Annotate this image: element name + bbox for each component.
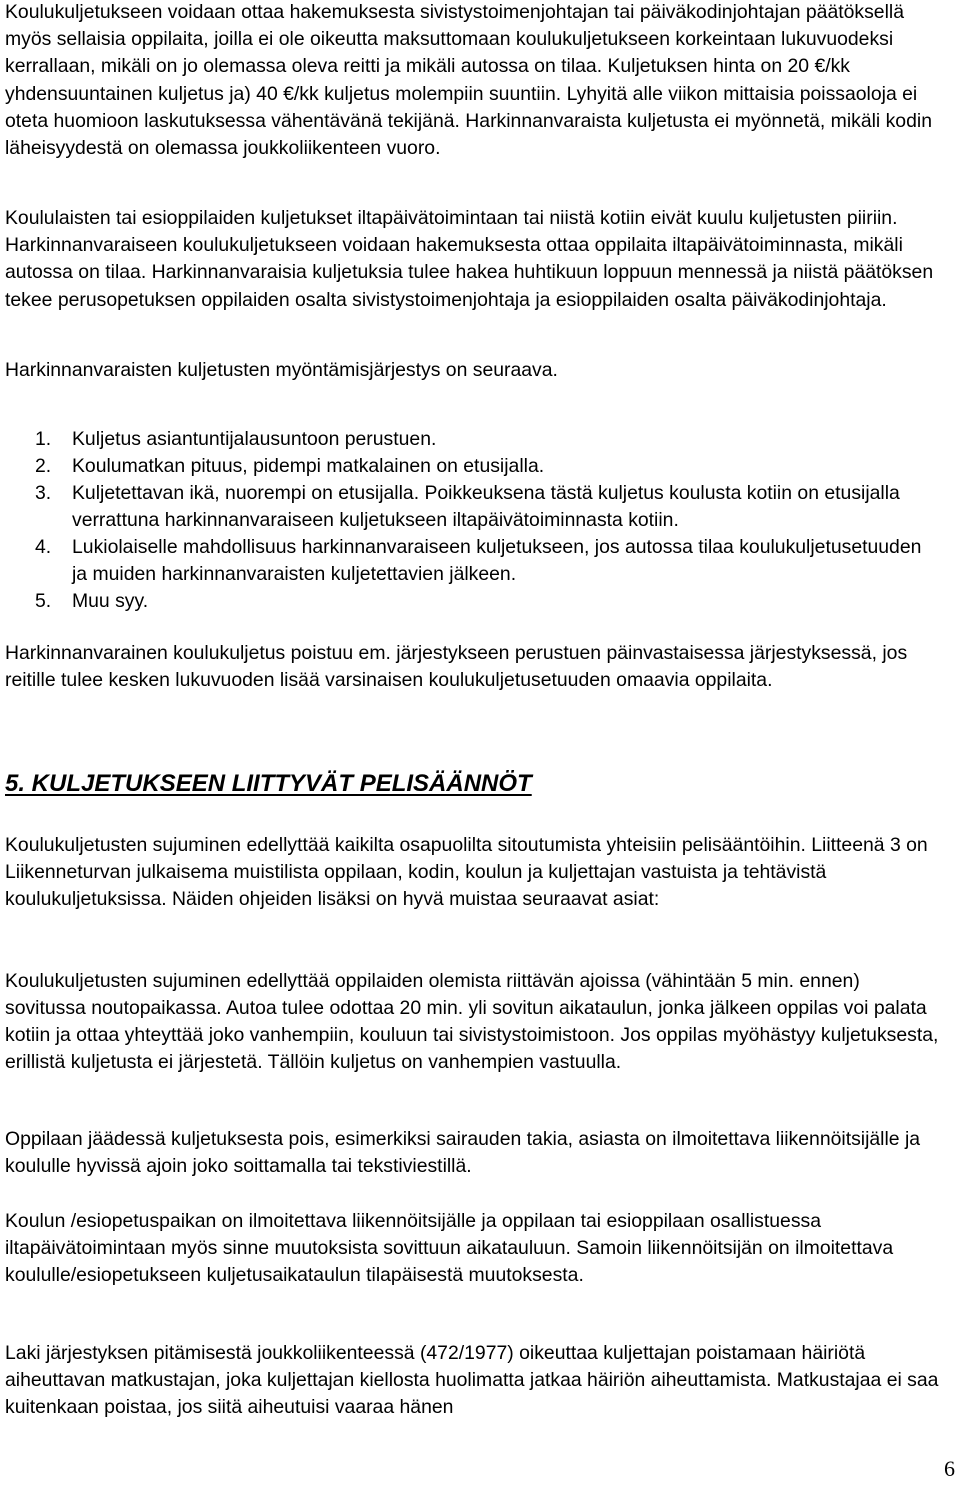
list-item [5, 588, 940, 615]
paragraph-absence-notice: Oppilaan jäädessä kuljetuksesta pois, esimerkiksi sairauden takia, asiasta on ilmoitettava liikennöitsijälle ja koululle hyvissä ajoin joko soittamalla tai tekstiviestillä. [5, 1128, 921, 1177]
list-item [5, 453, 940, 480]
list-item [5, 534, 940, 588]
list-item-number: 2. [35, 455, 52, 477]
section-heading: 5. KULJETUKSEEN LIITTYVÄT PELISÄÄNNÖT [5, 770, 532, 797]
paragraph-public-order-law: Laki järjestyksen pitämisestä joukkoliikenteessä (472/1977) oikeuttaa kuljettajan poistamaan häiriötä aiheuttavan matkustajan, joka kuljettajan kiellosta huolimatta jatkaa häiriön aiheuttamista. Matkustajaa ei saa kuitenkaan poistaa, jos siitä aiheutuisi vaaraa hänen [5, 1342, 939, 1418]
list-item-number: 5. [35, 590, 52, 612]
list-item [5, 426, 940, 453]
paragraph-optional-transport: Koulukuljetukseen voidaan ottaa hakemuksesta sivistystoimenjohtajan tai päiväkodinjohtajan päätöksellä myös sellaisia oppilaita, joilla ei ole oikeutta maksuttomaan koulukuljetukseen korkeintaan lukuvuodeksi kerrallaan, mikäli on jo olemassa oleva reitti ja mikäli autossa on tilaa. Kuljetuksen hinta on 20 €/kk yhdensuuntainen kuljetus ja) 40 €/kk kuljetus molempiin suuntiin. Lyhyitä alle viikon mittaisia poissaoloja ei oteta huomioon laskutuksessa vähentävänä tekijänä. Harkinnanvaraista kuljetusta ei myönnetä, mikäli kodin läheisyydestä on olemassa joukkoliikenteen vuoro. [5, 1, 932, 160]
paragraph-rules-intro: Koulukuljetusten sujuminen edellyttää kaikilta osapuolilta sitoutumista yhteisiin pelisääntöihin. Liitteenä 3 on Liikenneturvan julkaisema muistilista oppilaan, kodin, koulun ja kuljettajan vastuista ja tehtävistä koulukuljetuksissa. Näiden ohjeiden lisäksi on hyvä muistaa seuraavat asiat: [5, 834, 928, 910]
list-item-number: 1. [35, 428, 52, 450]
paragraph-afternoon-activities: Koululaisten tai esioppilaiden kuljetukset iltapäivätoimintaan tai niistä kotiin eivät kuulu kuljetusten piiriin. Harkinnanvaraiseen koulukuljetukseen voidaan hakemuksesta ottaa oppilaita iltapäivätoiminnasta, mikäli autossa on tilaa. Harkinnanvaraisia kuljetuksia tulee hakea huhtikuun loppuun mennessä ja niistä päätöksen tekee perusopetuksen oppilaiden osalta sivistystoimenjohtaja ja esioppilaiden osalta päiväkodinjohtaja. [5, 207, 934, 311]
list-item-text: Kuljetus asiantuntijalausuntoon perustuen. [72, 428, 437, 450]
list-item-text: Lukiolaiselle mahdollisuus harkinnanvaraiseen kuljetukseen, jos autossa tilaa koulukuljetusetuuden ja muiden harkinnanvaraisten kuljetettavien jälkeen. [72, 536, 922, 585]
list-item-number: 4. [35, 536, 52, 558]
priority-list [5, 426, 940, 615]
list-item-number: 3. [35, 482, 52, 504]
paragraph-schedule-changes: Koulun /esiopetuspaikan on ilmoitettava liikennöitsijälle ja oppilaan tai esioppilaan osallistuessa iltapäivätoimintaan myös sinne muutoksista sovittuun aikatauluun. Samoin liikennöitsijän on ilmoitettava koululle/esiopetukseen kuljetusaikataulun tilapäisestä muutoksesta. [5, 1210, 894, 1286]
list-item-text: Kuljetettavan ikä, nuorempi on etusijalla. Poikkeuksena tästä kuljetus koulusta kotiin on etusijalla verrattuna harkinnanvaraiseen kuljetukseen iltapäivätoiminnasta kotiin. [72, 482, 900, 531]
list-item [5, 480, 940, 534]
page-number: 6 [944, 1456, 955, 1481]
list-item-text: Koulumatkan pituus, pidempi matkalainen on etusijalla. [72, 455, 545, 477]
paragraph-priority-intro: Harkinnanvaraisten kuljetusten myöntämisjärjestys on seuraava. [5, 359, 558, 381]
paragraph-pickup-timing: Koulukuljetusten sujuminen edellyttää oppilaiden olemista riittävän ajoissa (vähintään 5 min. ennen) sovitussa noutopaikassa. Autoa tulee odottaa 20 min. yli sovitun aikataulun, jonka jälkeen oppilas voi palata kotiin ja ottaa yhteyttää joko vanhempiin, kouluun tai sivistystoimistoon. Jos oppilas myöhästyy kuljetuksesta, erillistä kuljetusta ei järjestetä. Tällöin kuljetus on vanhempien vastuulla. [5, 970, 939, 1073]
list-item-text: Muu syy. [72, 590, 149, 612]
paragraph-removal-order: Harkinnanvarainen koulukuljetus poistuu em. järjestykseen perustuen päinvastaisessa järjestyksessä, jos reitille tulee kesken lukuvuoden lisää varsinaisen koulukuljetusetuuden omaavia oppilaita. [5, 642, 908, 691]
